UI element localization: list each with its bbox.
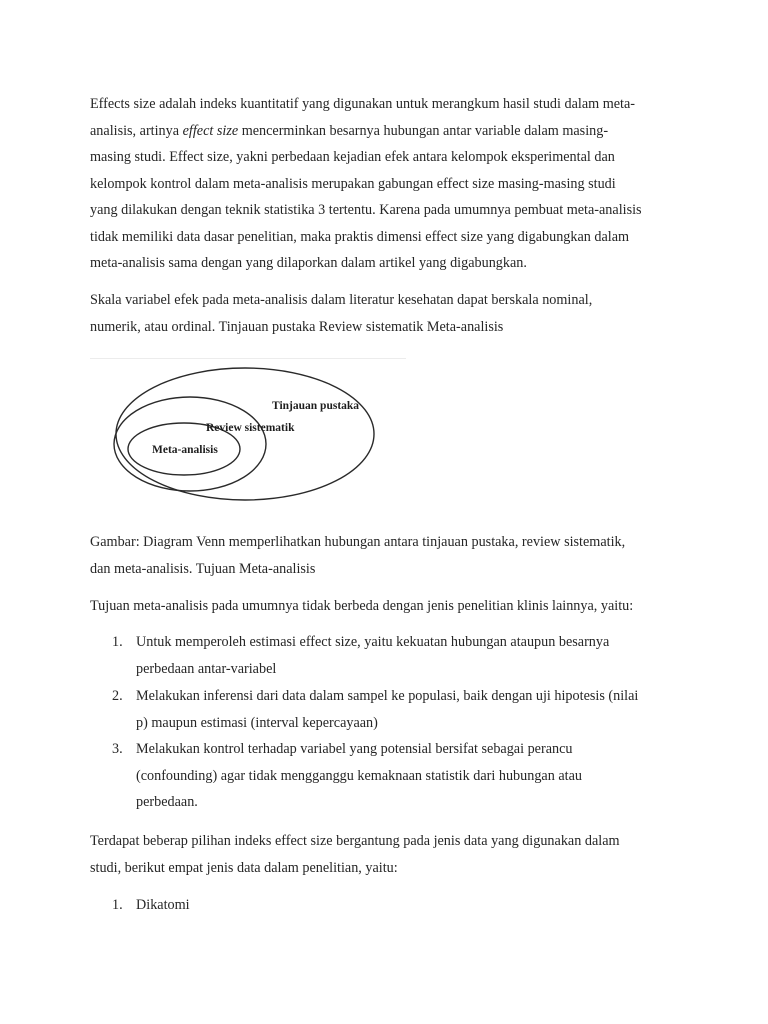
text-line: masing studi. Effect size, yakni perbedaan kejadian efek antara kelompok eksperimental dan — [90, 149, 615, 165]
text-line: Gambar: Diagram Venn memperlihatkan hubungan antara tinjauan pustaka, review sistematik, — [90, 534, 626, 550]
tinjauan-pustaka-label: Tinjauan pustaka — [272, 400, 360, 412]
list-item — [112, 892, 692, 919]
text-line: Melakukan kontrol terhadap variabel yang potensial bersifat sebagai perancu — [136, 741, 573, 757]
figure-divider — [90, 358, 406, 359]
text-segment: mencerminkan besarnya hubungan antar variable dalam masing- — [238, 122, 609, 139]
list-item-text — [136, 736, 582, 816]
text-line: perbedaan antar-variabel — [136, 660, 277, 677]
text-line: Untuk memperoleh estimasi effect size, yaitu kekuatan hubungan ataupun besarnya — [136, 634, 610, 650]
meta-analisis-label: Meta-analisis — [152, 444, 218, 456]
text-line: Terdapat beberap pilihan indeks effect size bergantung pada jenis data yang digunakan dalam — [90, 833, 620, 849]
text-line: (confounding) agar tidak mengganggu kemaknaan statistik dari hubungan atau — [136, 767, 582, 784]
venn-diagram — [90, 360, 410, 512]
italic-term: effect size — [182, 122, 239, 139]
list-item-text — [136, 629, 609, 682]
list-item — [112, 736, 692, 816]
list-number: 1. — [112, 634, 123, 650]
list-number: 1. — [112, 897, 123, 913]
goals-intro-paragraph — [90, 593, 690, 620]
effect-size-options-paragraph — [90, 828, 690, 881]
text-line: yang dilakukan dengan teknik statistika 3 tertentu. Karena pada umumnya pembuat meta-analisis — [90, 202, 642, 218]
list-item-text — [136, 892, 190, 919]
figure-caption — [90, 529, 690, 582]
text-line: numerik, atau ordinal. Tinjauan pustaka Review sistematik Meta-analisis — [90, 318, 504, 335]
text-line: studi, berikut empat jenis data dalam penelitian, yaitu: — [90, 859, 398, 876]
list-number: 2. — [112, 688, 123, 704]
list-item — [112, 629, 692, 682]
list-item-text — [136, 683, 638, 736]
text-line — [90, 118, 690, 145]
list-number: 3. — [112, 741, 123, 757]
review-sistematik-label: Review sistematik — [206, 422, 295, 434]
list-item — [112, 683, 692, 736]
text-line: Effects size adalah indeks kuantitatif yang digunakan untuk merangkum hasil studi dalam meta- — [90, 96, 636, 112]
text-line: meta-analisis sama dengan yang dilaporkan dalam artikel yang digabungkan. — [90, 255, 527, 271]
effect-size-paragraph — [90, 91, 690, 277]
text-line: kelompok kontrol dalam meta-analisis merupakan gabungan effect size masing-masing studi — [90, 175, 616, 192]
text-line: dan meta-analisis. Tujuan Meta-analisis — [90, 560, 316, 577]
text-line: perbedaan. — [136, 794, 198, 810]
text-line: Tujuan meta-analisis pada umumnya tidak berbeda dengan jenis penelitian klinis lainnya, yaitu: — [90, 598, 634, 614]
tinjauan-pustaka-ellipse — [116, 368, 374, 500]
text-line: p) maupun estimasi (interval kepercayaan) — [136, 714, 378, 731]
text-line: tidak memiliki data dasar penelitian, maka praktis dimensi effect size yang digabungkan dalam — [90, 228, 630, 245]
text-line: Dikatomi — [136, 897, 190, 913]
text-line: Melakukan inferensi dari data dalam sampel ke populasi, baik dengan uji hipotesis (nilai — [136, 688, 639, 704]
scale-paragraph — [90, 287, 690, 340]
text-line: Skala variabel efek pada meta-analisis dalam literatur kesehatan dapat berskala nominal, — [90, 292, 593, 308]
text-segment: analisis, artinya — [90, 122, 183, 139]
